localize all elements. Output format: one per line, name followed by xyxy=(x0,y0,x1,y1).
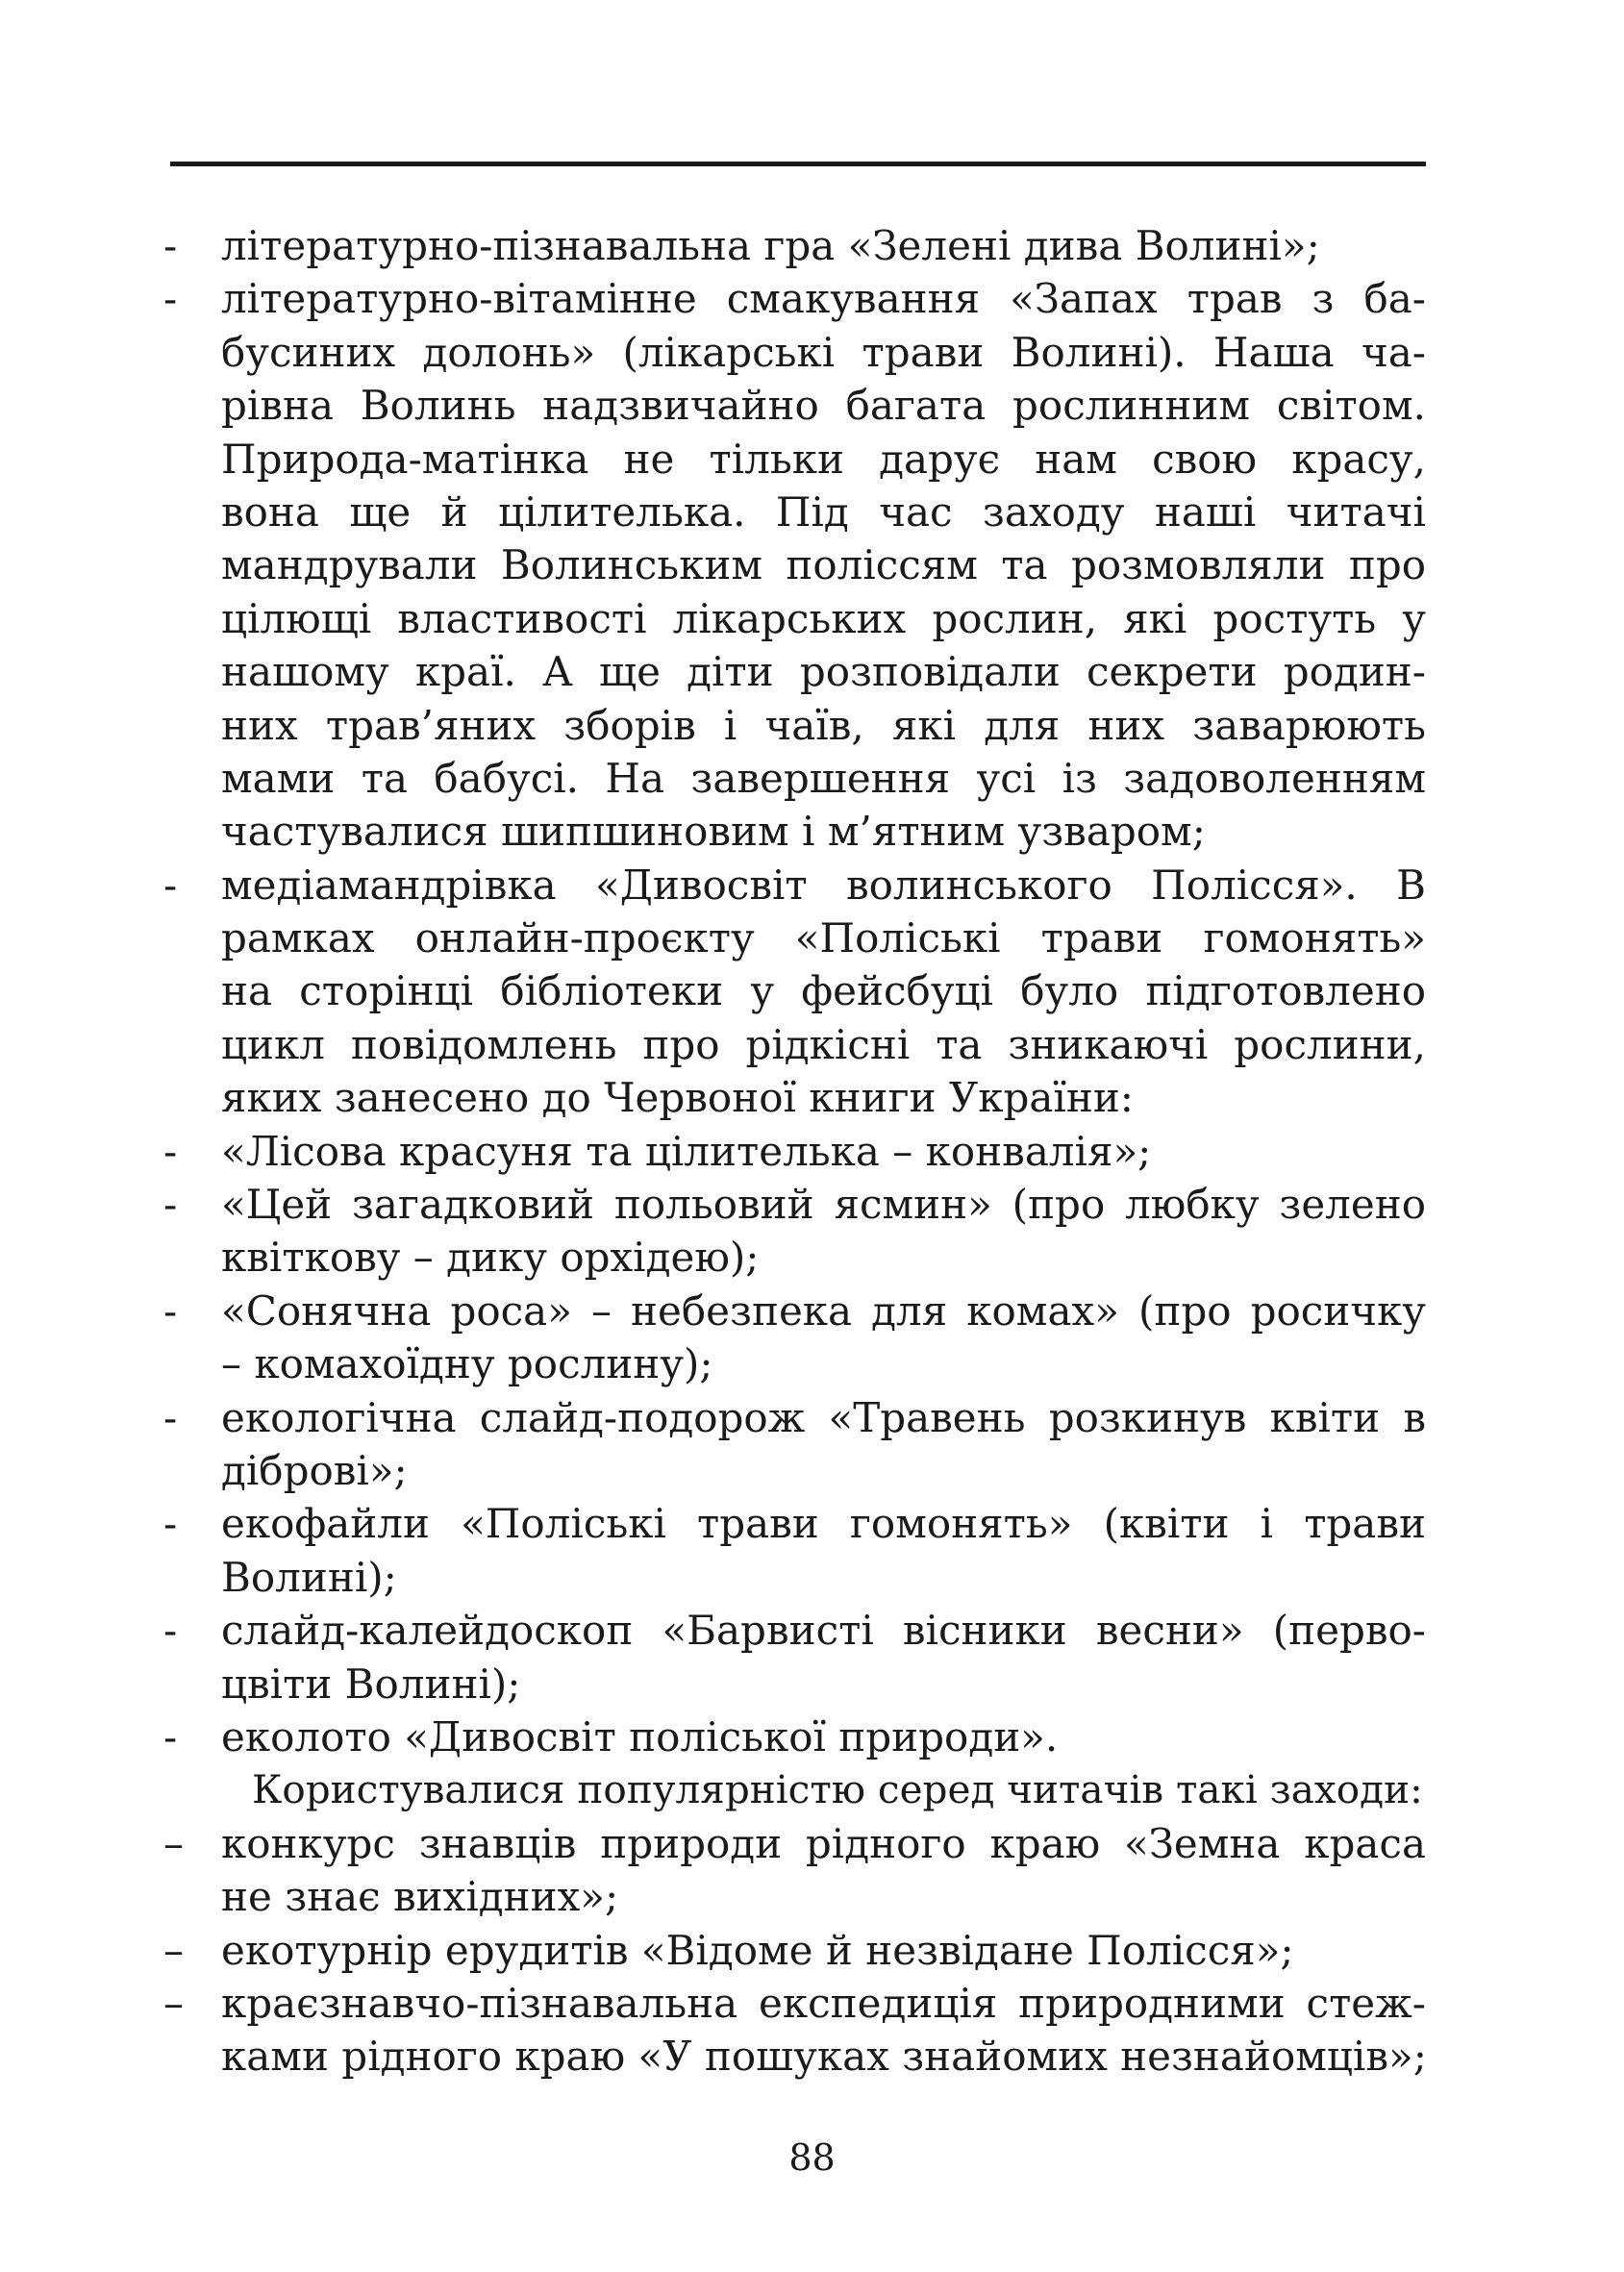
list-dash: – xyxy=(163,1926,184,1974)
line-text: рівна Волинь надзвичайно багата рослинним світом. xyxy=(221,382,1426,430)
text-line xyxy=(163,1870,1426,1923)
line-text: нашому краї. А ще діти розповідали секрети родин- xyxy=(221,648,1426,696)
text-line xyxy=(163,433,1426,486)
text-line xyxy=(163,1710,1426,1763)
text-line xyxy=(163,859,1426,911)
line-text: вона ще й цілителька. Під час заходу наші читачі xyxy=(221,487,1426,536)
line-text: конкурс знавців природи рідного краю «Земна краса xyxy=(221,1819,1426,1867)
text-line xyxy=(163,1391,1426,1444)
text-line xyxy=(163,1817,1426,1870)
list-dash: - xyxy=(163,1286,178,1335)
top-rule xyxy=(170,162,1426,166)
list-dash: – xyxy=(163,1819,184,1867)
text-line xyxy=(163,1018,1426,1071)
line-text: «Цей загадковий польовий ясмин» (про любку зелено xyxy=(221,1181,1426,1229)
list-dash: - xyxy=(163,222,178,269)
text-line xyxy=(163,645,1426,698)
text-line xyxy=(163,1178,1426,1231)
list-dash: - xyxy=(163,861,178,909)
text-line xyxy=(163,1285,1426,1337)
text-line xyxy=(163,538,1426,591)
text-line xyxy=(163,326,1426,379)
text-line xyxy=(163,379,1426,432)
line-text: цикл повідомлень про рідкісні та зникаючі рослини, xyxy=(221,1020,1426,1068)
line-text: краєзнавчо-пізнавальна експедиція природними стеж- xyxy=(221,1979,1426,2027)
line-text: медіамандрівка «Дивосвіт волинського Полісся». В xyxy=(221,861,1426,909)
text-line xyxy=(163,1924,1426,1977)
text-line xyxy=(163,486,1426,538)
line-text: на сторінці бібліотеки у фейсбуці було підготовлено xyxy=(221,967,1426,1015)
line-text: екотурнір ерудитів «Відоме й незвідане Полісся»; xyxy=(221,1926,1294,1974)
text-line xyxy=(163,1337,1426,1390)
text-line xyxy=(163,592,1426,645)
line-text: літературно-пізнавальна гра «Зелені дива Волині»; xyxy=(221,222,1320,269)
text-line xyxy=(163,1125,1426,1178)
line-text: бусиних долонь» (лікарські трави Волині). Наша ча- xyxy=(221,328,1426,376)
line-text: цілющі властивості лікарських рослин, які ростуть у xyxy=(221,594,1426,642)
list-dash: - xyxy=(163,1607,178,1655)
list-dash: - xyxy=(163,1500,178,1548)
line-text: цвіти Волині); xyxy=(221,1660,521,1708)
text-line xyxy=(163,1551,1426,1604)
list-dash: – xyxy=(163,1979,184,2027)
line-text: – комахоїдну рослину); xyxy=(221,1340,713,1388)
line-text: слайд-калейдоскоп «Барвисті вісники весни» (перво- xyxy=(221,1607,1426,1655)
text-line xyxy=(163,272,1426,325)
line-text: яких занесено до Червоної книги України: xyxy=(221,1074,1134,1122)
text-line xyxy=(163,1071,1426,1124)
list-dash: - xyxy=(163,1181,178,1229)
line-text: них трав’яних зборів і чаїв, які для них заварюють xyxy=(221,701,1426,749)
line-text: не знає вихідних»; xyxy=(221,1873,619,1921)
line-text: Волині); xyxy=(221,1553,397,1601)
text-line xyxy=(163,911,1426,964)
text-line xyxy=(163,1444,1426,1497)
text-line xyxy=(163,1977,1426,2030)
line-text: ками рідного краю «У пошуках знайомих незнайомців»; xyxy=(221,2033,1427,2081)
line-text: квіткову – дику орхідею); xyxy=(221,1234,760,1282)
line-text: мами та бабусі. На завершення усі із задоволенням xyxy=(221,754,1426,802)
text-line xyxy=(163,699,1426,752)
text-line xyxy=(163,1604,1426,1657)
text-line xyxy=(163,219,1426,272)
line-text: екофайли «Поліські трави гомонять» (квіти і трави xyxy=(221,1500,1426,1548)
line-text: Користувалися популярністю серед читачів такі заходи: xyxy=(252,1766,1423,1813)
text-line xyxy=(163,1497,1426,1550)
text-line xyxy=(163,752,1426,805)
list-dash: - xyxy=(163,1393,178,1441)
line-text: рамках онлайн-проєкту «Поліські трави гомонять» xyxy=(221,914,1426,962)
line-text: літературно-вітамінне смакування «Запах трав з ба- xyxy=(221,275,1426,323)
text-line xyxy=(163,1763,1426,1816)
text-line xyxy=(163,964,1426,1017)
text-line xyxy=(163,805,1426,858)
text-line xyxy=(163,1658,1426,1710)
page-number: 88 xyxy=(788,2136,836,2179)
list-dash: - xyxy=(163,1127,178,1175)
line-text: екологічна слайд-подорож «Травень розкинув квіти в xyxy=(221,1393,1426,1441)
text-line xyxy=(163,1231,1426,1284)
line-text: діброві»; xyxy=(221,1446,408,1494)
line-text: «Сонячна роса» – небезпека для комах» (про росичку xyxy=(221,1286,1426,1335)
line-text: мандрували Волинським поліссям та розмовляли про xyxy=(221,541,1426,589)
line-text: «Лісова красуня та цілителька – конвалія»; xyxy=(221,1127,1152,1175)
line-text: Природа-матінка не тільки дарує нам свою красу, xyxy=(221,435,1426,483)
line-text: частувалися шипшиновим і м’ятним узваром; xyxy=(221,808,1206,856)
list-dash: - xyxy=(163,1712,178,1760)
body-text xyxy=(163,219,1426,2084)
list-dash: - xyxy=(163,275,178,323)
line-text: еколото «Дивосвіт поліської природи». xyxy=(221,1712,1059,1760)
text-line xyxy=(163,2030,1426,2083)
